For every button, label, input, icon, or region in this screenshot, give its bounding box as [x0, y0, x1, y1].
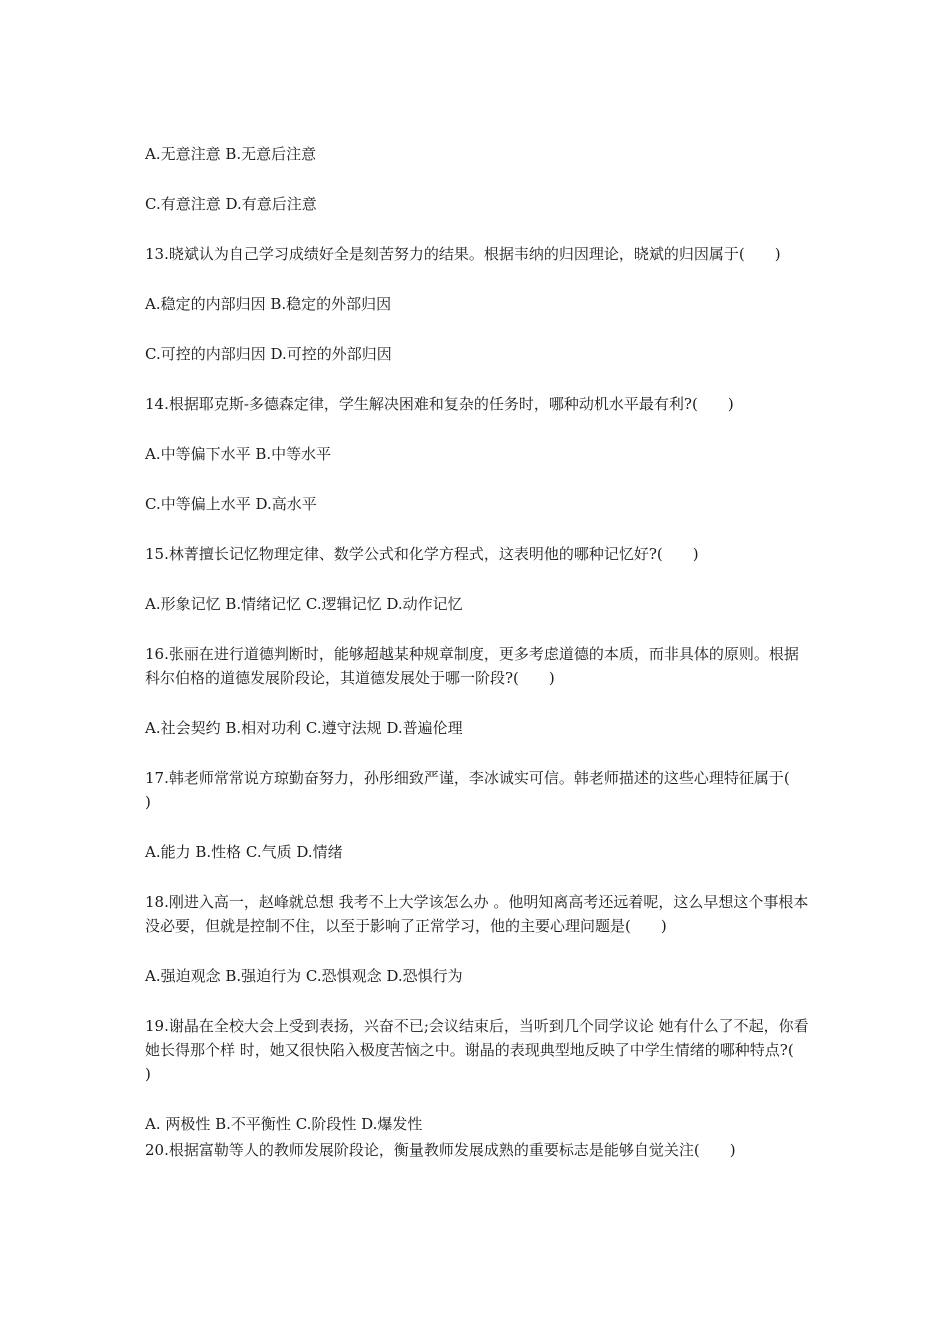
question-13: 13.晓斌认为自己学习成绩好全是刻苦努力的结果。根据韦纳的归因理论，晓斌的归因属于( )	[145, 245, 781, 263]
question-list	[145, 142, 824, 1162]
question-15: 15.林菁擅长记忆物理定律、数学公式和化学方程式，这表明他的哪种记忆好?( )	[145, 545, 699, 563]
option-line-12ab: A.无意注意 B.无意后注意	[145, 145, 317, 163]
question-18: 18.刚进入高一，赵峰就总想 我考不上大学该怎么办 。他明知离高考还远着呢，这么早想这个事根本没必要，但就是控制不住，以至于影响了正常学习，他的主要心理问题是( )	[145, 893, 809, 935]
question-20: 20.根据富勒等人的教师发展阶段论，衡量教师发展成熟的重要标志是能够自觉关注( )	[145, 1141, 736, 1159]
option-line-18: A.强迫观念 B.强迫行为 C.恐惧观念 D.恐惧行为	[145, 967, 463, 985]
option-line-15: A.形象记忆 B.情绪记忆 C.逻辑记忆 D.动作记忆	[145, 595, 463, 613]
option-line-13ab: A.稳定的内部归因 B.稳定的外部归因	[145, 295, 392, 313]
option-line-14cd: C.中等偏上水平 D.高水平	[145, 495, 317, 513]
question-17: 17.韩老师常常说方琼勤奋努力，孙彤细致严谨，李冰诚实可信。韩老师描述的这些心理特征属于( )	[145, 769, 820, 811]
option-line-13cd: C.可控的内部归因 D.可控的外部归因	[145, 345, 392, 363]
option-line-17: A.能力 B.性格 C.气质 D.情绪	[145, 843, 343, 861]
option-line-14ab: A.中等偏下水平 B.中等水平	[145, 445, 332, 463]
question-16: 16.张丽在进行道德判断时，能够超越某种规章制度，更多考虑道德的本质，而非具体的原则。根据科尔伯格的道德发展阶段论，其道德发展处于哪一阶段?( )	[145, 645, 799, 687]
option-line-12cd: C.有意注意 D.有意后注意	[145, 195, 317, 213]
option-line-19: A. 两极性 B.不平衡性 C.阶段性 D.爆发性	[145, 1115, 423, 1133]
question-14: 14.根据耶克斯-多德森定律，学生解决困难和复杂的任务时，哪种动机水平最有利?( )	[145, 395, 734, 413]
question-19: 19.谢晶在全校大会上受到表扬，兴奋不已;会议结束后，当听到几个同学议论 她有什么了不起，你看她长得那个样 时，她又很快陷入极度苦恼之中。谢晶的表现典型地反映了中学生情绪的哪种特点?( )	[145, 1017, 824, 1083]
option-line-16: A.社会契约 B.相对功利 C.遵守法规 D.普遍伦理	[145, 719, 463, 737]
